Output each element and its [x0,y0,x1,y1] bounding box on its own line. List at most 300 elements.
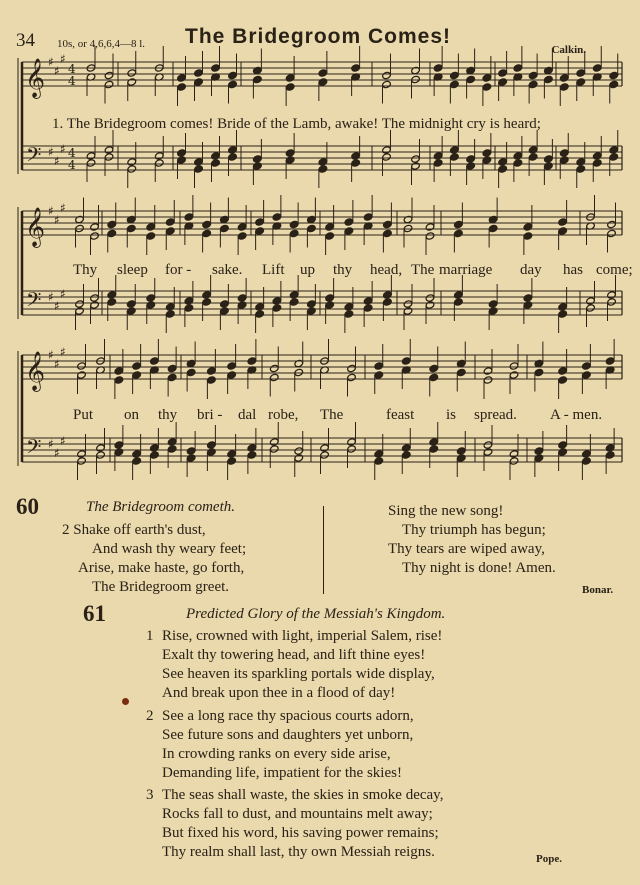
note-head [211,64,221,72]
hymn-61-stanza-2 [146,707,414,783]
note-head [114,448,124,456]
note-head [351,152,361,160]
note-head [211,159,221,167]
note-head [126,224,136,232]
bass-clef: 𝄢 [26,435,42,463]
note-head [582,371,592,379]
note-head [605,451,615,459]
sharp-sign: ♯ [60,142,66,156]
note-head [127,69,137,77]
note-head [107,220,117,228]
note-head [344,227,354,235]
note-head [523,301,533,309]
note-head [207,367,217,375]
note-head [558,367,568,375]
note-head [227,457,237,465]
sharp-sign: ♯ [54,64,60,78]
note-head [433,159,443,167]
note-head [146,294,156,302]
note-head [237,294,247,302]
note-head [374,362,384,370]
note-head [269,373,279,381]
sharp-sign: ♯ [60,434,66,448]
note-head [347,438,357,446]
note-head [483,376,493,384]
verse-line: Thy night is done! Amen. [402,560,556,576]
note-head [483,441,493,449]
note-head [146,301,156,309]
note-head [177,149,187,157]
note-head [607,220,617,228]
note-head [425,232,435,240]
note-head [523,294,533,302]
meter-label: 10s, or 4,6,6,4—8 l. [57,38,145,50]
note-head [184,297,194,305]
note-head [483,367,493,375]
note-head [227,362,237,370]
bass-clef: 𝄢 [26,288,42,316]
note-head [534,447,544,455]
sharp-sign: ♯ [48,437,54,451]
hymn-60-right-column [388,502,556,578]
verse-number: 1. [52,116,64,132]
note-head [253,155,263,163]
lyric-text: The Bridegroom comes! Bride of the Lamb, awake! The midnight cry is heard; [66,116,541,132]
note-head [351,64,361,72]
note-head [347,364,357,372]
note-head [154,152,164,160]
sharp-sign: ♯ [48,204,54,218]
verse-line: Exalt thy towering head, and lift thine eyes! [162,647,426,663]
note-head [363,304,373,312]
note-head [154,159,164,167]
note-head [90,294,100,302]
note-head [186,368,196,376]
lyric-word: The [320,407,344,423]
note-head [255,227,265,235]
time-signature-denominator: 4 [68,74,76,88]
note-head [227,371,237,379]
lyric-word: sleep [117,262,148,278]
note-head [544,162,554,170]
note-head [544,75,554,83]
lyric-word: robe, [268,407,299,423]
note-head [77,450,87,458]
note-head [454,229,464,237]
note-head [272,213,282,221]
verse-line: See future sons and daughters yet unborn, [162,727,414,743]
lyric-word: sake. [212,262,243,278]
note-head [285,83,295,91]
note-head [289,220,299,228]
bass-clef: 𝄢 [26,143,42,171]
note-head [77,371,87,379]
note-head [450,80,460,88]
note-head [75,300,85,308]
note-head [96,444,106,452]
note-head [523,223,533,231]
note-head [488,224,498,232]
time-signature-denominator: 4 [68,158,76,172]
note-head [90,223,100,231]
note-head [454,298,464,306]
note-head [558,441,568,449]
note-head [363,213,373,221]
note-head [509,371,519,379]
note-head [582,457,592,465]
note-head [509,450,519,458]
note-head [456,368,466,376]
note-head [344,310,354,318]
note-head [132,362,142,370]
note-head [269,364,279,372]
note-head [374,371,384,379]
lyric-word: feast [386,407,415,423]
note-head [607,229,617,237]
note-head [559,149,569,157]
note-head [576,69,586,77]
treble-clef: 𝄞 [25,351,46,391]
note-head [150,357,160,365]
note-head [202,220,212,228]
verse-line: Arise, make haste, go forth, [78,560,245,576]
note-head [466,162,476,170]
lyric-word: come; [596,262,633,278]
note-head [150,444,160,452]
note-head [107,298,117,306]
note-head [498,78,508,86]
note-head [456,447,466,455]
note-head [528,80,538,88]
ink-spot [122,698,129,705]
note-head [425,294,435,302]
note-head [544,155,554,163]
verse-line: In crowding ranks on every side arise, [162,746,391,762]
note-head [307,224,317,232]
note-head [289,291,299,299]
note-head [184,213,194,221]
note-head [146,232,156,240]
treble-clef: 𝄞 [25,207,46,247]
note-head [86,159,96,167]
note-head [227,450,237,458]
note-head [351,159,361,167]
note-head [523,232,533,240]
composer-name: Calkin. [551,44,586,56]
verse-line: Thy realm shall last, thy own Messiah reigns. [162,844,435,860]
note-head [482,156,492,164]
stanza-number: 3 [146,787,154,803]
page-number: 34 [16,30,35,51]
note-head [344,303,354,311]
lyric-word: Put [73,407,94,423]
note-head [509,457,519,465]
lyric-word: marriage [439,262,493,278]
note-head [107,229,117,237]
note-head [114,441,124,449]
note-head [289,229,299,237]
sharp-sign: ♯ [60,52,66,66]
note-head [211,152,221,160]
note-head [177,156,187,164]
note-head [253,75,263,83]
note-head [586,304,596,312]
note-head [466,75,476,83]
sharp-sign: ♯ [48,290,54,304]
note-head [177,83,187,91]
note-head [411,155,421,163]
note-head [382,71,392,79]
note-head [320,444,330,452]
sharp-sign: ♯ [60,345,66,359]
note-head [433,64,443,72]
note-head [237,301,247,309]
hymn-61-stanza-1 [146,627,442,703]
note-head [165,227,175,235]
lyric-word: Lift [262,262,285,278]
note-head [126,307,136,315]
verse-line: Rocks fall to dust, and mountains melt away; [162,806,433,822]
note-head [401,357,411,365]
note-head [582,450,592,458]
lyric-word: head, [370,262,403,278]
note-head [498,165,508,173]
note-head [528,153,538,161]
verse-line: Rise, crowned with light, imperial Salem, rise! [162,628,443,644]
note-head [165,303,175,311]
lyric-word: on [124,407,139,423]
note-head [592,64,602,72]
note-head [272,304,282,312]
note-head [498,158,508,166]
note-head [77,457,87,465]
sharp-sign: ♯ [60,287,66,301]
note-head [558,310,568,318]
sharp-sign: ♯ [48,55,54,69]
note-head [528,146,538,154]
note-head [383,291,393,299]
note-head [576,78,586,86]
stanza-number: 1 [146,628,154,644]
note-head [318,158,328,166]
note-head [114,367,124,375]
note-head [285,74,295,82]
sharp-sign: ♯ [54,446,60,460]
note-head [325,223,335,231]
verse-line: Sing the new song! [388,503,504,519]
note-head [513,152,523,160]
note-head [294,447,304,455]
note-head [104,80,114,88]
note-head [320,451,330,459]
note-head [269,438,279,446]
note-head [237,232,247,240]
note-head [609,80,619,88]
note-head [75,307,85,315]
note-head [374,450,384,458]
note-head [132,450,142,458]
note-head [429,438,439,446]
note-head [363,297,373,305]
note-head [483,448,493,456]
note-head [86,152,96,160]
note-head [528,71,538,79]
note-head [247,444,257,452]
hymn-61-stanza-3 [146,786,443,862]
note-head [347,445,357,453]
note-head [132,457,142,465]
time-signature-numerator: 4 [68,146,76,160]
note-head [586,297,596,305]
note-head [454,291,464,299]
note-head [609,153,619,161]
note-head [425,223,435,231]
note-head [104,153,114,161]
note-head [592,152,602,160]
verse-line: The Bridegroom greet. [92,579,230,595]
note-head [609,146,619,154]
note-head [255,218,265,226]
note-head [513,159,523,167]
note-head [247,451,257,459]
note-head [104,71,114,79]
note-head [228,80,238,88]
note-head [107,291,117,299]
sharp-sign: ♯ [54,213,60,227]
note-head [255,303,265,311]
stanza-number: 2 [146,708,154,724]
verse-line: Thy triumph has begun; [402,522,546,538]
note-head [609,71,619,79]
note-head [558,227,568,235]
verse-line: 2 Shake off earth's dust, [62,522,206,538]
note-head [558,376,568,384]
hymn-number-60: 60 [16,494,39,519]
lyric-word: The [411,262,435,278]
note-head [382,80,392,88]
lyric-word: up [300,262,315,278]
note-head [582,362,592,370]
note-head [220,224,230,232]
note-head [228,146,238,154]
lyric-word: A - men. [550,407,603,423]
hymn-60-left-column [60,521,246,597]
note-head [237,223,247,231]
note-head [186,447,196,455]
note-head [401,444,411,452]
note-head [289,298,299,306]
note-head [466,155,476,163]
note-head [429,364,439,372]
note-head [433,152,443,160]
verse-line: Demanding life, impatient for the skies! [162,765,402,781]
note-head [207,376,217,384]
note-head [325,294,335,302]
note-head [607,291,617,299]
note-head [607,298,617,306]
note-head [454,220,464,228]
note-head [132,371,142,379]
hymn-61-heading: Predicted Glory of the Messiah's Kingdom. [186,606,446,622]
note-head [559,74,569,82]
note-head [411,162,421,170]
note-head [194,69,204,77]
note-head [220,300,230,308]
note-head [247,357,257,365]
note-head [167,373,177,381]
note-head [167,438,177,446]
note-head [558,218,568,226]
note-head [383,229,393,237]
note-head [383,298,393,306]
verse-line: But fixed his word, his saving power remains; [162,825,439,841]
note-head [150,451,160,459]
note-head [186,454,196,462]
lyric-word: is [446,407,457,423]
note-head [318,165,328,173]
note-head [146,223,156,231]
sharp-sign: ♯ [54,154,60,168]
note-head [177,74,187,82]
note-head [482,74,492,82]
note-head [534,368,544,376]
note-head [558,448,568,456]
verse-line: Thy tears are wiped away, [388,541,545,557]
lyric-word: dal [238,407,257,423]
note-head [576,158,586,166]
verse-line: See heaven its sparkling portals wide display, [162,666,435,682]
note-head [383,220,393,228]
note-head [429,373,439,381]
verse-line: And wash thy weary feet; [92,541,247,557]
note-head [576,165,586,173]
note-head [228,71,238,79]
note-head [269,445,279,453]
note-head [255,310,265,318]
note-head [272,297,282,305]
note-head [167,364,177,372]
verse-line: The seas shall waste, the skies in smoke decay, [162,787,444,803]
note-head [403,307,413,315]
note-head [202,229,212,237]
note-head [605,357,615,365]
note-head [167,445,177,453]
note-head [207,448,217,456]
hymn-60-heading: The Bridegroom cometh. [86,499,236,515]
hymn-61-author: Pope. [536,853,562,865]
note-head [294,454,304,462]
note-head [450,71,460,79]
note-head [425,301,435,309]
note-head [228,153,238,161]
column-divider [323,506,324,594]
note-head [534,454,544,462]
note-head [194,158,204,166]
verse-line: And break upon thee in a flood of day! [162,685,396,701]
note-head [488,307,498,315]
note-head [347,373,357,381]
note-head [194,165,204,173]
lyric-word: bri - [197,407,223,423]
note-head [96,451,106,459]
note-head [104,146,114,154]
verse-line: See a long race thy spacious courts adorn, [162,708,414,724]
note-head [90,301,100,309]
note-head [220,307,230,315]
note-head [253,162,263,170]
note-head [403,300,413,308]
note-head [482,83,492,91]
